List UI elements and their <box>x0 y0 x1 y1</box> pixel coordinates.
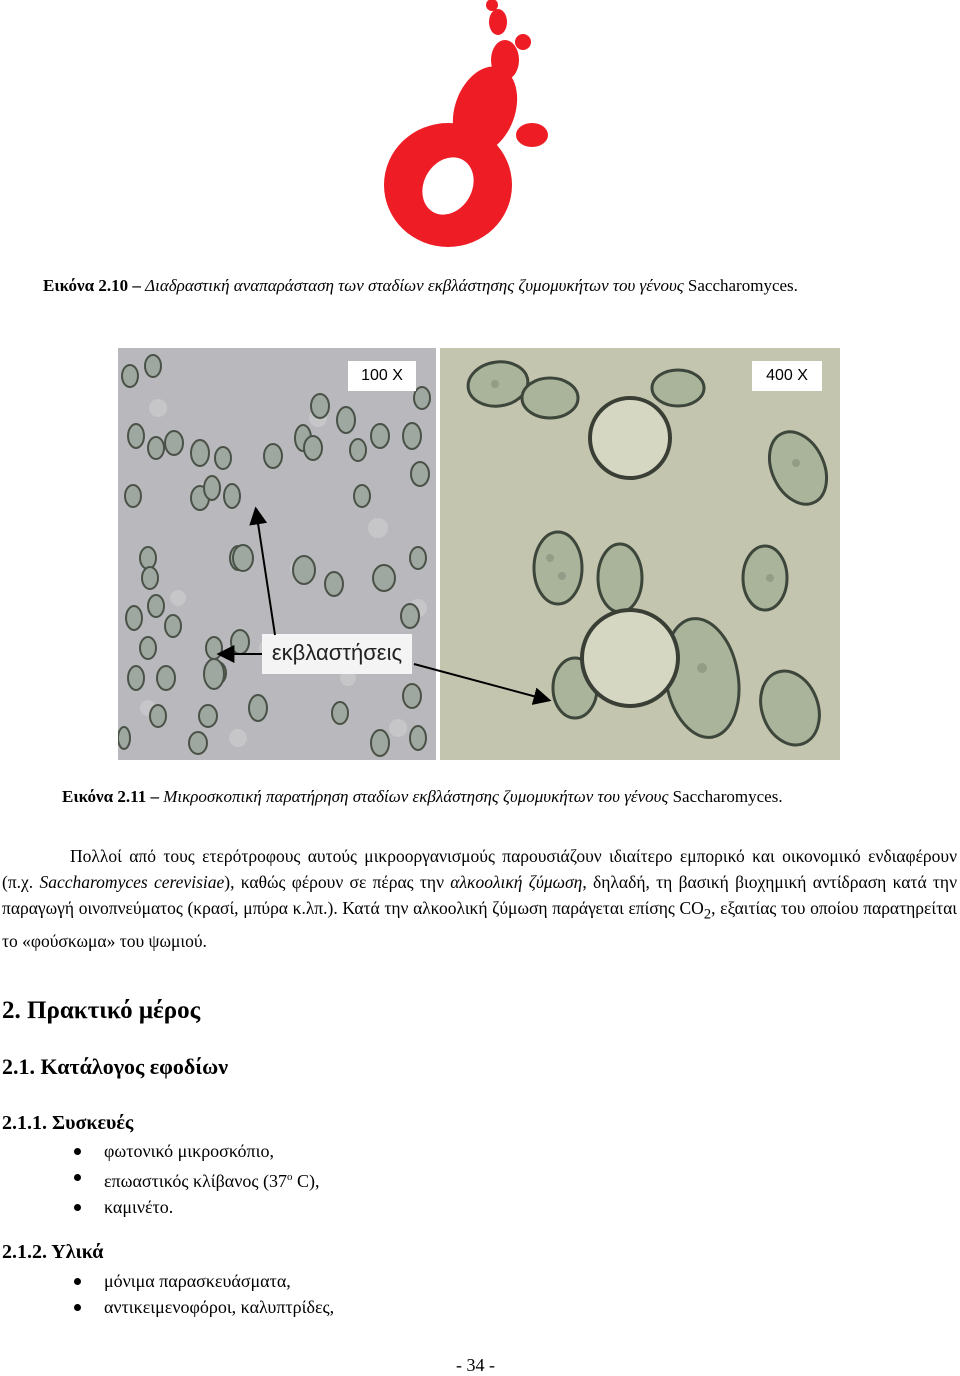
list-item <box>0 1194 700 1220</box>
list-item <box>0 1294 700 1320</box>
paragraph-text-4: , εξαιτίας του οποίου παρατηρείται το «φούσκωμα» του ψωμιού. <box>2 898 957 951</box>
caption-dash: – <box>132 276 141 295</box>
magnification-label-400x: 400 X <box>752 361 822 391</box>
bullet-icon <box>74 1278 81 1285</box>
caption-genus: Saccharomyces. <box>672 787 783 806</box>
bullet-icon <box>74 1174 81 1181</box>
page-number: - 34 - <box>456 1355 495 1375</box>
list-item-text: μόνιμα παρασκευάσματα, <box>104 1271 291 1291</box>
caption-text: Μικροσκοπική παρατήρηση σταδίων εκβλάστησης ζυμομυκήτων του γένους <box>163 787 669 806</box>
degree-superscript: ο <box>287 1171 293 1183</box>
devices-list <box>0 1138 700 1220</box>
species-name: Saccharomyces cerevisiae <box>39 872 225 892</box>
caption-genus: Saccharomyces. <box>687 276 798 295</box>
section-heading-2-1: 2.1. Κατάλογος εφοδίων <box>2 1054 229 1079</box>
list-item <box>0 1268 700 1294</box>
body-paragraph <box>2 843 957 954</box>
list-item-text: αντικειμενοφόροι, καλυπτρίδες, <box>104 1297 335 1317</box>
paragraph-text-2: ), καθώς φέρουν σε πέρας την <box>224 872 444 892</box>
arrow-to-left-bud <box>256 510 275 635</box>
caption-dash: – <box>150 787 159 806</box>
budding-label: εκβλαστήσεις <box>262 634 412 674</box>
figure-label: Εικόνα 2.10 <box>43 276 129 295</box>
list-item-text: φωτονικό μικροσκόπιο, <box>104 1141 274 1161</box>
bullet-icon <box>74 1148 81 1155</box>
arrow-to-right-bud <box>414 664 548 700</box>
section-heading-2-1-2: 2.1.2. Υλικά <box>2 1241 104 1263</box>
bullet-icon <box>74 1204 81 1211</box>
caption-text: Διαδραστική αναπαράσταση των σταδίων εκβλάστησης ζυμομυκήτων του γένους <box>145 276 684 295</box>
list-item <box>0 1164 700 1194</box>
list-item-text: καμινέτο. <box>104 1197 174 1217</box>
materials-list <box>0 1268 700 1320</box>
list-item <box>0 1138 700 1164</box>
figure-2-11-caption <box>62 787 783 807</box>
figure-label: Εικόνα 2.11 <box>62 787 147 806</box>
section-heading-2: 2. Πρακτικό μέρος <box>2 997 201 1024</box>
fermentation-term: αλκοολική ζύμωση <box>450 872 583 892</box>
list-item-text-tail: C), <box>292 1171 320 1191</box>
co2-subscript: 2 <box>703 906 712 923</box>
paragraph-text-3: , δηλαδή, τη βασική βιοχημική αντίδραση κατά την παραγωγή οινοπνεύματος (κρασί, μπύρα κ.λπ.). Κατά την αλκοολική ζύμωση παράγεται επίσης CO <box>2 872 957 918</box>
magnification-label-100x: 100 X <box>348 361 416 391</box>
list-item-text: επωαστικός κλίβανος (37 <box>104 1171 287 1191</box>
paragraph-text-1: Πολλοί από τους ετερότροφους αυτούς μικροοργανισμούς παρουσιάζουν ιδιαίτερο εμπορικό και οικονομικό ενδιαφέρουν (π.χ. <box>2 846 957 892</box>
bullet-icon <box>74 1304 81 1311</box>
section-heading-2-1-1: 2.1.1. Συσκευές <box>2 1112 134 1134</box>
